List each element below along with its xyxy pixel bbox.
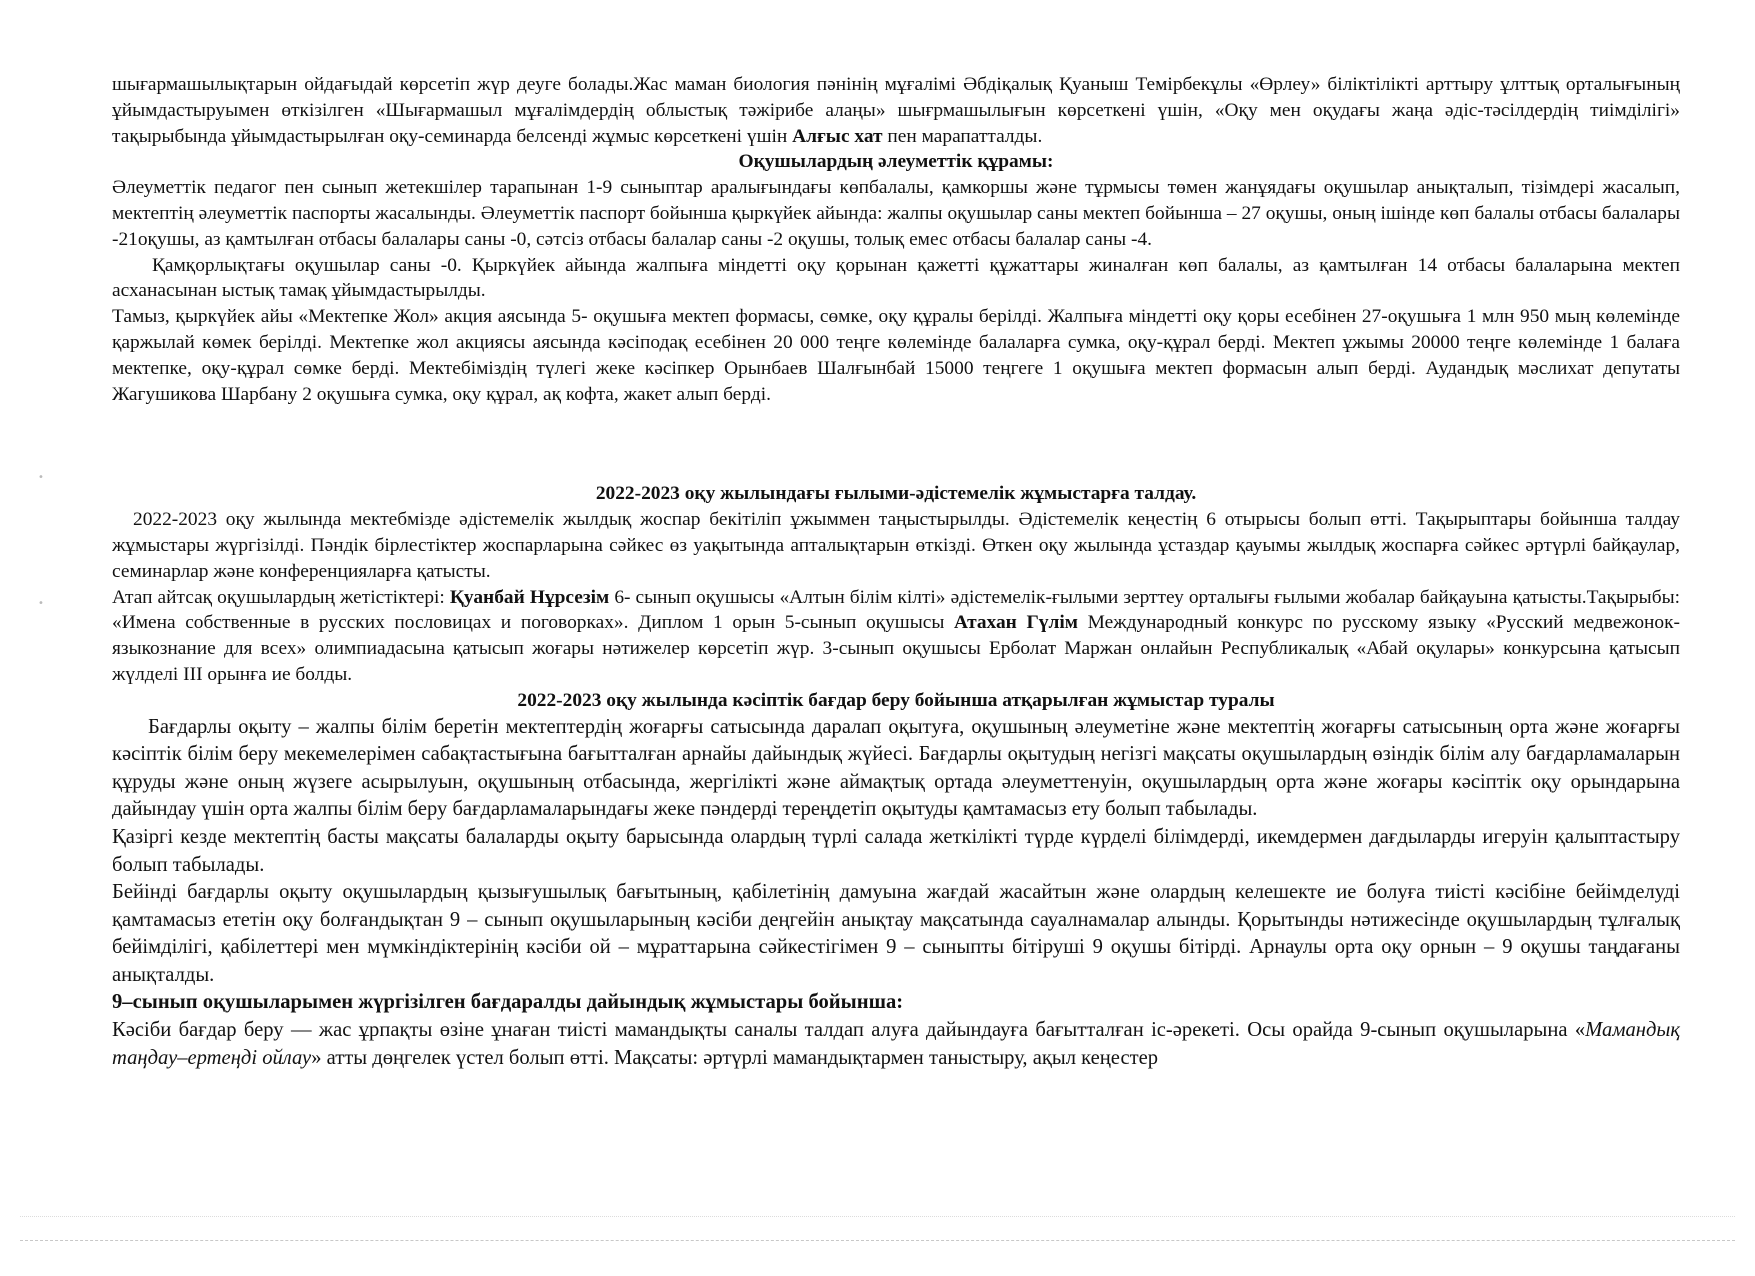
roundtable-title: Мамандық таңдау–ертеңді ойлау	[112, 1019, 1680, 1069]
method-text-c: Международный конкурс по русскому языку «Русский медвежонок-языкознание для всех» олимпиадасына қатысып жоғары нәтижелер көрсетіп жүр. 3-сынып оқушысы Ерболат Маржан онлайын Республикалық «Абай оқулары» конкурсына қатысып жүлделі ІІІ орынға ие болды.	[112, 612, 1681, 685]
social-paragraph-2: Қамқорлықтағы оқушылар саны -0. Қыркүйек айында жалпыға міндетті оқу қорынан қажетті құжаттары жиналған көп балалы, аз қамтылған 14 отбасы балаларына мектеп асханасынан ыстық тамақ ұйымдастырылды.	[112, 254, 1680, 302]
intro-paragraph	[112, 72, 1680, 149]
career-paragraph-2: Қазіргі кезде мектептің басты мақсаты балаларды оқыту барысында олардың түрлі салада жеткілікті түрде күрделі білімдерді, икемдермен дағдыларды игеруін қалыптастыру болып табылады.	[112, 825, 1680, 876]
social-paragraph-1: Әлеуметтік педагог пен сынып жетекшілер тарапынан 1-9 сыныптар аралығындағы көпбалалы, қамкоршы және тұрмысы төмен жанұядағы оқушылар анықталып, тізімдері жасалып, мектептің әлеуметтік паспорты жасалынды. Әлеуметтік паспорт бойынша қыркүйек айында: жалпы оқушылар саны мектеп бойынша – 27 оқушы, оның ішінде көп балалы отбасы балалары -21оқушы, аз қамтылған отбасы балалары саны -0, сәтсіз отбасы балалар саны -2 оқушы, толық емес отбасы балалар саны -4.	[112, 177, 1680, 250]
method-paragraph-1: 2022-2023 оқу жылында мектебмізде әдістемелік жылдық жоспар бекітіліп ұжыммен таңыстырылды. Әдістемелік кеңестің 6 отырысы болып өтті. Тақырыптары бойынша талдау жұмыстары жүргізілді. Пәндік бірлестіктер жоспарларына сәйкес өз уақытында апталықтарын өткізді. Өткен оқу жылында ұстаздар қауымы жылдық жоспарға сәйкес әртүрлі байқаулар, семинарлар және конференцияларға қатысты.	[112, 509, 1680, 582]
grade9-text-b: » атты дөңгелек үстел болып өтті. Мақсаты: әртүрлі мамандықтармен таныстыру, ақыл кеңестер	[311, 1046, 1159, 1069]
scan-speck: •	[38, 598, 44, 609]
scan-edge-line	[20, 1240, 1735, 1241]
intro-text-b: пен марапатталды.	[882, 125, 1043, 147]
section-spacer	[112, 407, 1680, 481]
method-paragraph-2	[112, 585, 1680, 688]
grade9-paragraph-1	[112, 1017, 1680, 1072]
student-name-1: Қуанбай Нұрсезім	[449, 586, 610, 608]
scan-speck: •	[38, 472, 44, 483]
social-paragraph-3: Тамыз, қыркүйек айы «Мектепке Жол» акция аясында 5- оқушыға мектеп формасы, сөмке, оқу құралы берілді. Жалпыға міндетті оқу қоры есебінен 27-оқушыға 1 млн 950 мың көлемінде қаржылай көмек берілді. Мектепке жол акциясы аясында кәсіподақ есебінен 20 000 теңге көлемінде балаларға сумка, оқу-құрал берді. Мектеп ұжымы 20000 теңге көлемінде 1 балаға мектепке, оқу-құрал сөмке берді. Мектебіміздің түлегі жеке кәсіпкер Орынбаев Шалғынбай 15000 теңгеге 1 оқушыға мектеп формасын алып берді. Аудандық мәслихат депутаты Жагушикова Шарбану 2 оқушыға сумка, оқу құрал, ақ кофта, жакет алып берді.	[112, 306, 1680, 405]
method-text-b: 6- сынып оқушысы «Алтын білім кілті» әдістемелік-ғылыми зерттеу орталығы ғылыми жобалар байқауына қатысты.Тақырыбы: «Имена собственные в русских пословицах и поговорках». Диплом 1 орын 5-сынып оқушысы	[112, 586, 1680, 634]
intro-award-name: Алғыс хат	[792, 125, 883, 147]
intro-text-a: шығармашылықтарын ойдағыдай көрсетіп жүр деуге болады.Жас маман биология пәнінің мұғалімі Әбдіқалық Қуаныш Темірбекұлы «Өрлеу» біліктілікті арттыру ұлттық орталығының ұйымдастыруымен өткізілген «Шығармашыл мұғалімдердің облыстық тәжірибе алаңы» шығрмашылығын көрсеткені үшін, «Оқу мен оқудағы жаңа әдіс-тәсілдердің тиімділігі» тақырыбында ұйымдастырылған оқу-семинарда белсенді жұмыс көрсеткені үшін	[112, 74, 1680, 147]
method-heading: 2022-2023 оқу жылындағы ғылыми-әдістемелік жұмыстарға талдау.	[595, 483, 1197, 505]
grade9-text-a: Кәсіби бағдар беру — жас ұрпақты өзіне ұнаған тиісті мамандықты саналы талдап алуға дайындауға бағытталған іс-әрекеті. Осы орайда 9-сынып оқушыларына «	[112, 1019, 1586, 1042]
method-text-a: Атап айтсақ оқушылардың жетістіктері:	[112, 586, 450, 608]
student-name-2: Атахан Гүлім	[954, 612, 1078, 634]
intro-section	[112, 72, 1680, 149]
career-heading: 2022-2023 оқу жылында кәсіптік бағдар беру бойынша атқарылған жұмыстар туралы	[517, 689, 1275, 711]
career-section	[112, 714, 1680, 1073]
social-section	[112, 149, 1680, 407]
social-heading: Оқушылардың әлеуметтік құрамы:	[738, 151, 1054, 173]
grade9-heading: 9–сынып оқушыларымен жүргізілген бағдаралды дайындық жұмыстары бойынша:	[112, 991, 904, 1014]
method-section	[112, 481, 1680, 713]
career-paragraph-3: Бейінді бағдарлы оқыту оқушылардың қызығушылық бағытының, қабілетінің дамуына жағдай жасайтын және олардың келешекте ие болуға тиісті кәсібіне бейімделуді қамтамасыз ететін оқу болғандықтан 9 – сынып оқушыларының кәсіби деңгейін анықтау мақсатында сауалнамалар алынды. Қорытынды нәтижесінде оқушылардың тұлғалық бейімділігі, қабілеттері мен мүмкіндіктерінің кәсіби ой – мұраттарына сәйкестігімен 9 – сыныпты бітіруші 9 оқушы бітірді. Арнаулы орта оқу орнын – 9 оқушы таңдағаны анықталды.	[112, 881, 1680, 986]
document-page	[112, 72, 1680, 1072]
scan-edge-line	[20, 1216, 1735, 1217]
career-paragraph-1: Бағдарлы оқыту – жалпы білім беретін мектептердің жоғарғы сатысында даралап оқытуға, оқушының әлеуметіне және мектептің жоғарғы сатысының орта және жоғарғы кәсіптік білім беру мекемелерімен сабақтастығына бағытталған арнайы дайындық жүйесі. Бағдарлы оқытудың негізгі мақсаты оқушылардың өзіндік білім алу бағдарламаларын құруды және оның жүзеге асырылуын, оқушының отбасында, жергілікті және аймақтық ортада әлеуметтенуін, оқушылардың орта және жоғары кәсіптік оқу орындарына дайындау үшін орта жалпы білім беру бағдарламаларындағы жеке пәндерді тереңдетіп оқытуды қамтамасыз ету болып табылады.	[112, 715, 1680, 821]
